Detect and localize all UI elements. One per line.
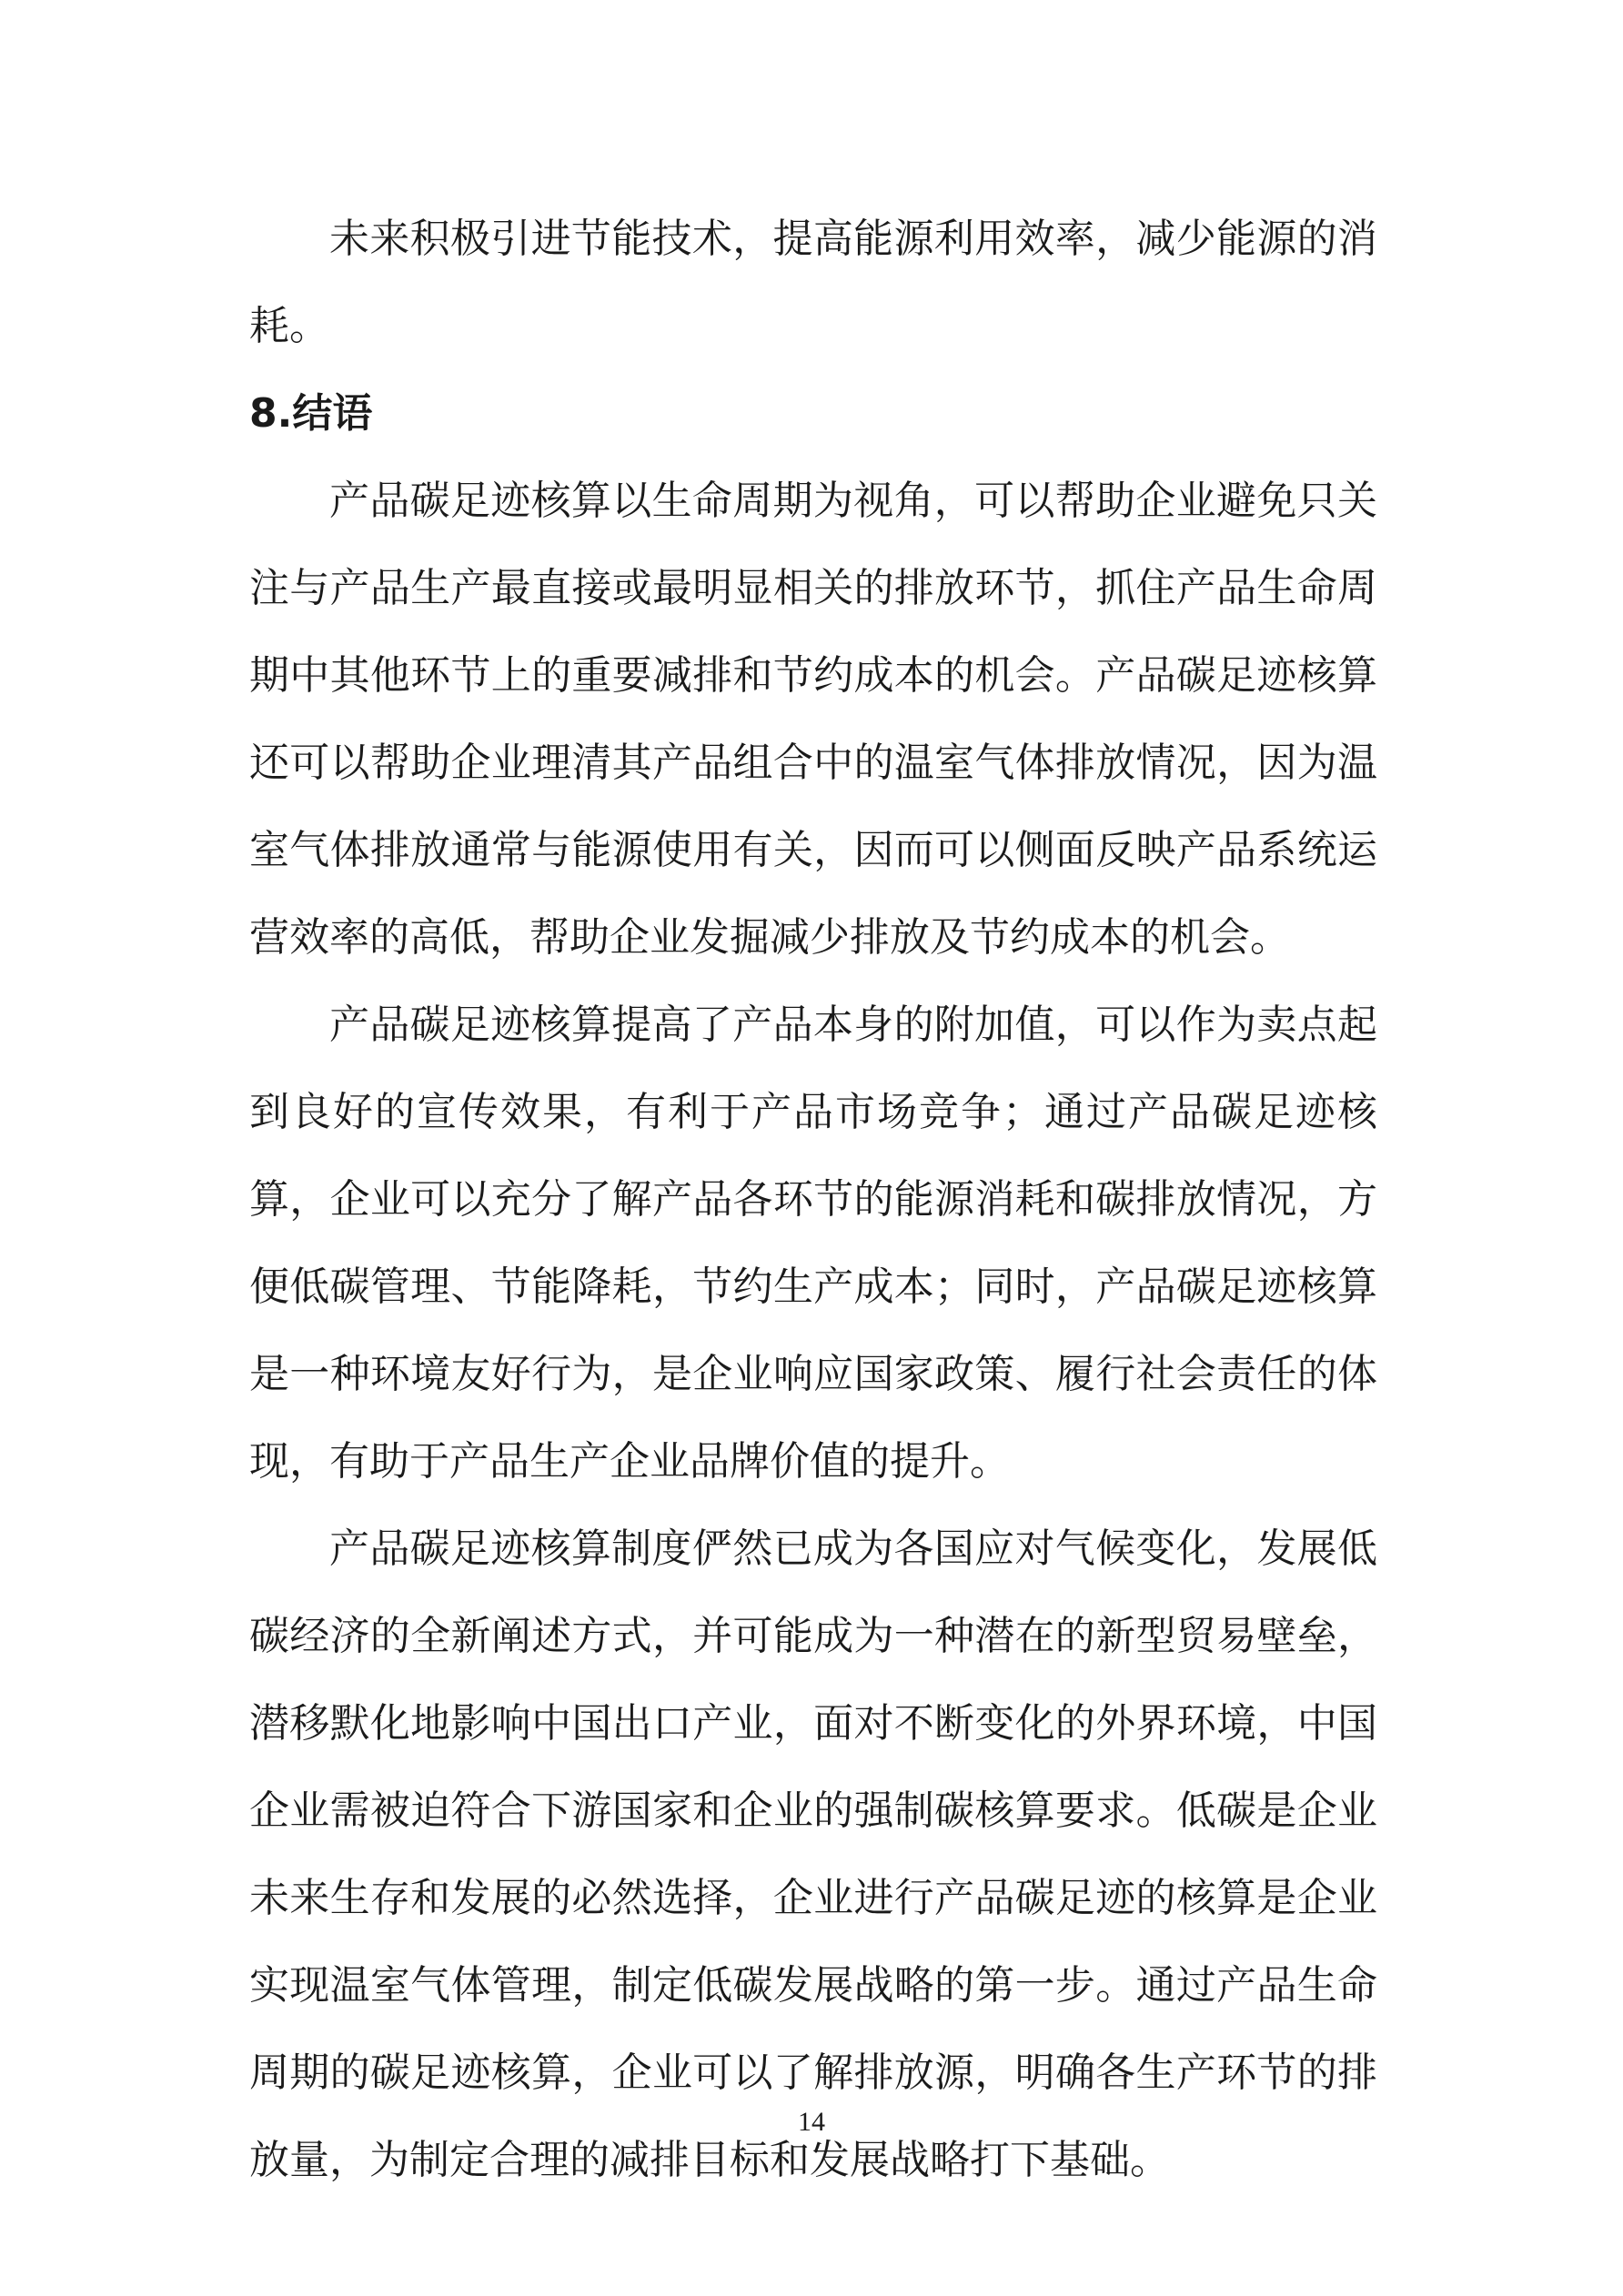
page-number: 14	[798, 2107, 825, 2137]
paragraph-3: 产品碳足迹核算制度俨然已成为各国应对气候变化，发展低碳经济的全新阐述方式，并可能成为一种潜在的新型贸易壁垒，潜移默化地影响中国出口产业，面对不断变化的外界环境，中国企业需被迫符合下游国家和企业的强制碳核算要求。低碳是企业未来生存和发展的必然选择，企业进行产品碳足迹的核算是企业实现温室气体管理，制定低碳发展战略的第一步。通过产品生命周期的碳足迹核算，企业可以了解排放源，明确各生产环节的排放量，为制定合理的减排目标和发展战略打下基础。	[249, 1526, 1377, 2183]
paragraph-1: 产品碳足迹核算以生命周期为视角，可以帮助企业避免只关注与产品生产最直接或最明显相关的排放环节，抓住产品生命周期中其他环节上的重要减排和节约成本的机会。产品碳足迹核算还可以帮助企业理清其产品组合中的温室气体排放情况，因为温室气体排放通常与能源使用有关，因而可以侧面反映产品系统运营效率的高低，帮助企业发掘减少排放及节约成本的机会。	[249, 478, 1377, 961]
body-text	[249, 196, 1377, 2204]
paragraph-2: 产品碳足迹核算提高了产品本身的附加值，可以作为卖点起到良好的宣传效果，有利于产品市场竞争；通过产品碳足迹核算，企业可以充分了解产品各环节的能源消耗和碳排放情况，方便低碳管理、节能降耗，节约生产成本；同时，产品碳足迹核算是一种环境友好行为，是企业响应国家政策、履行社会责任的体现，有助于产品生产企业品牌价值的提升。	[249, 1002, 1377, 1485]
paragraph-continued: 未来积极引进节能技术，提高能源利用效率，减少能源的消耗。	[249, 216, 1377, 349]
section-heading: 8.结语	[249, 390, 373, 437]
